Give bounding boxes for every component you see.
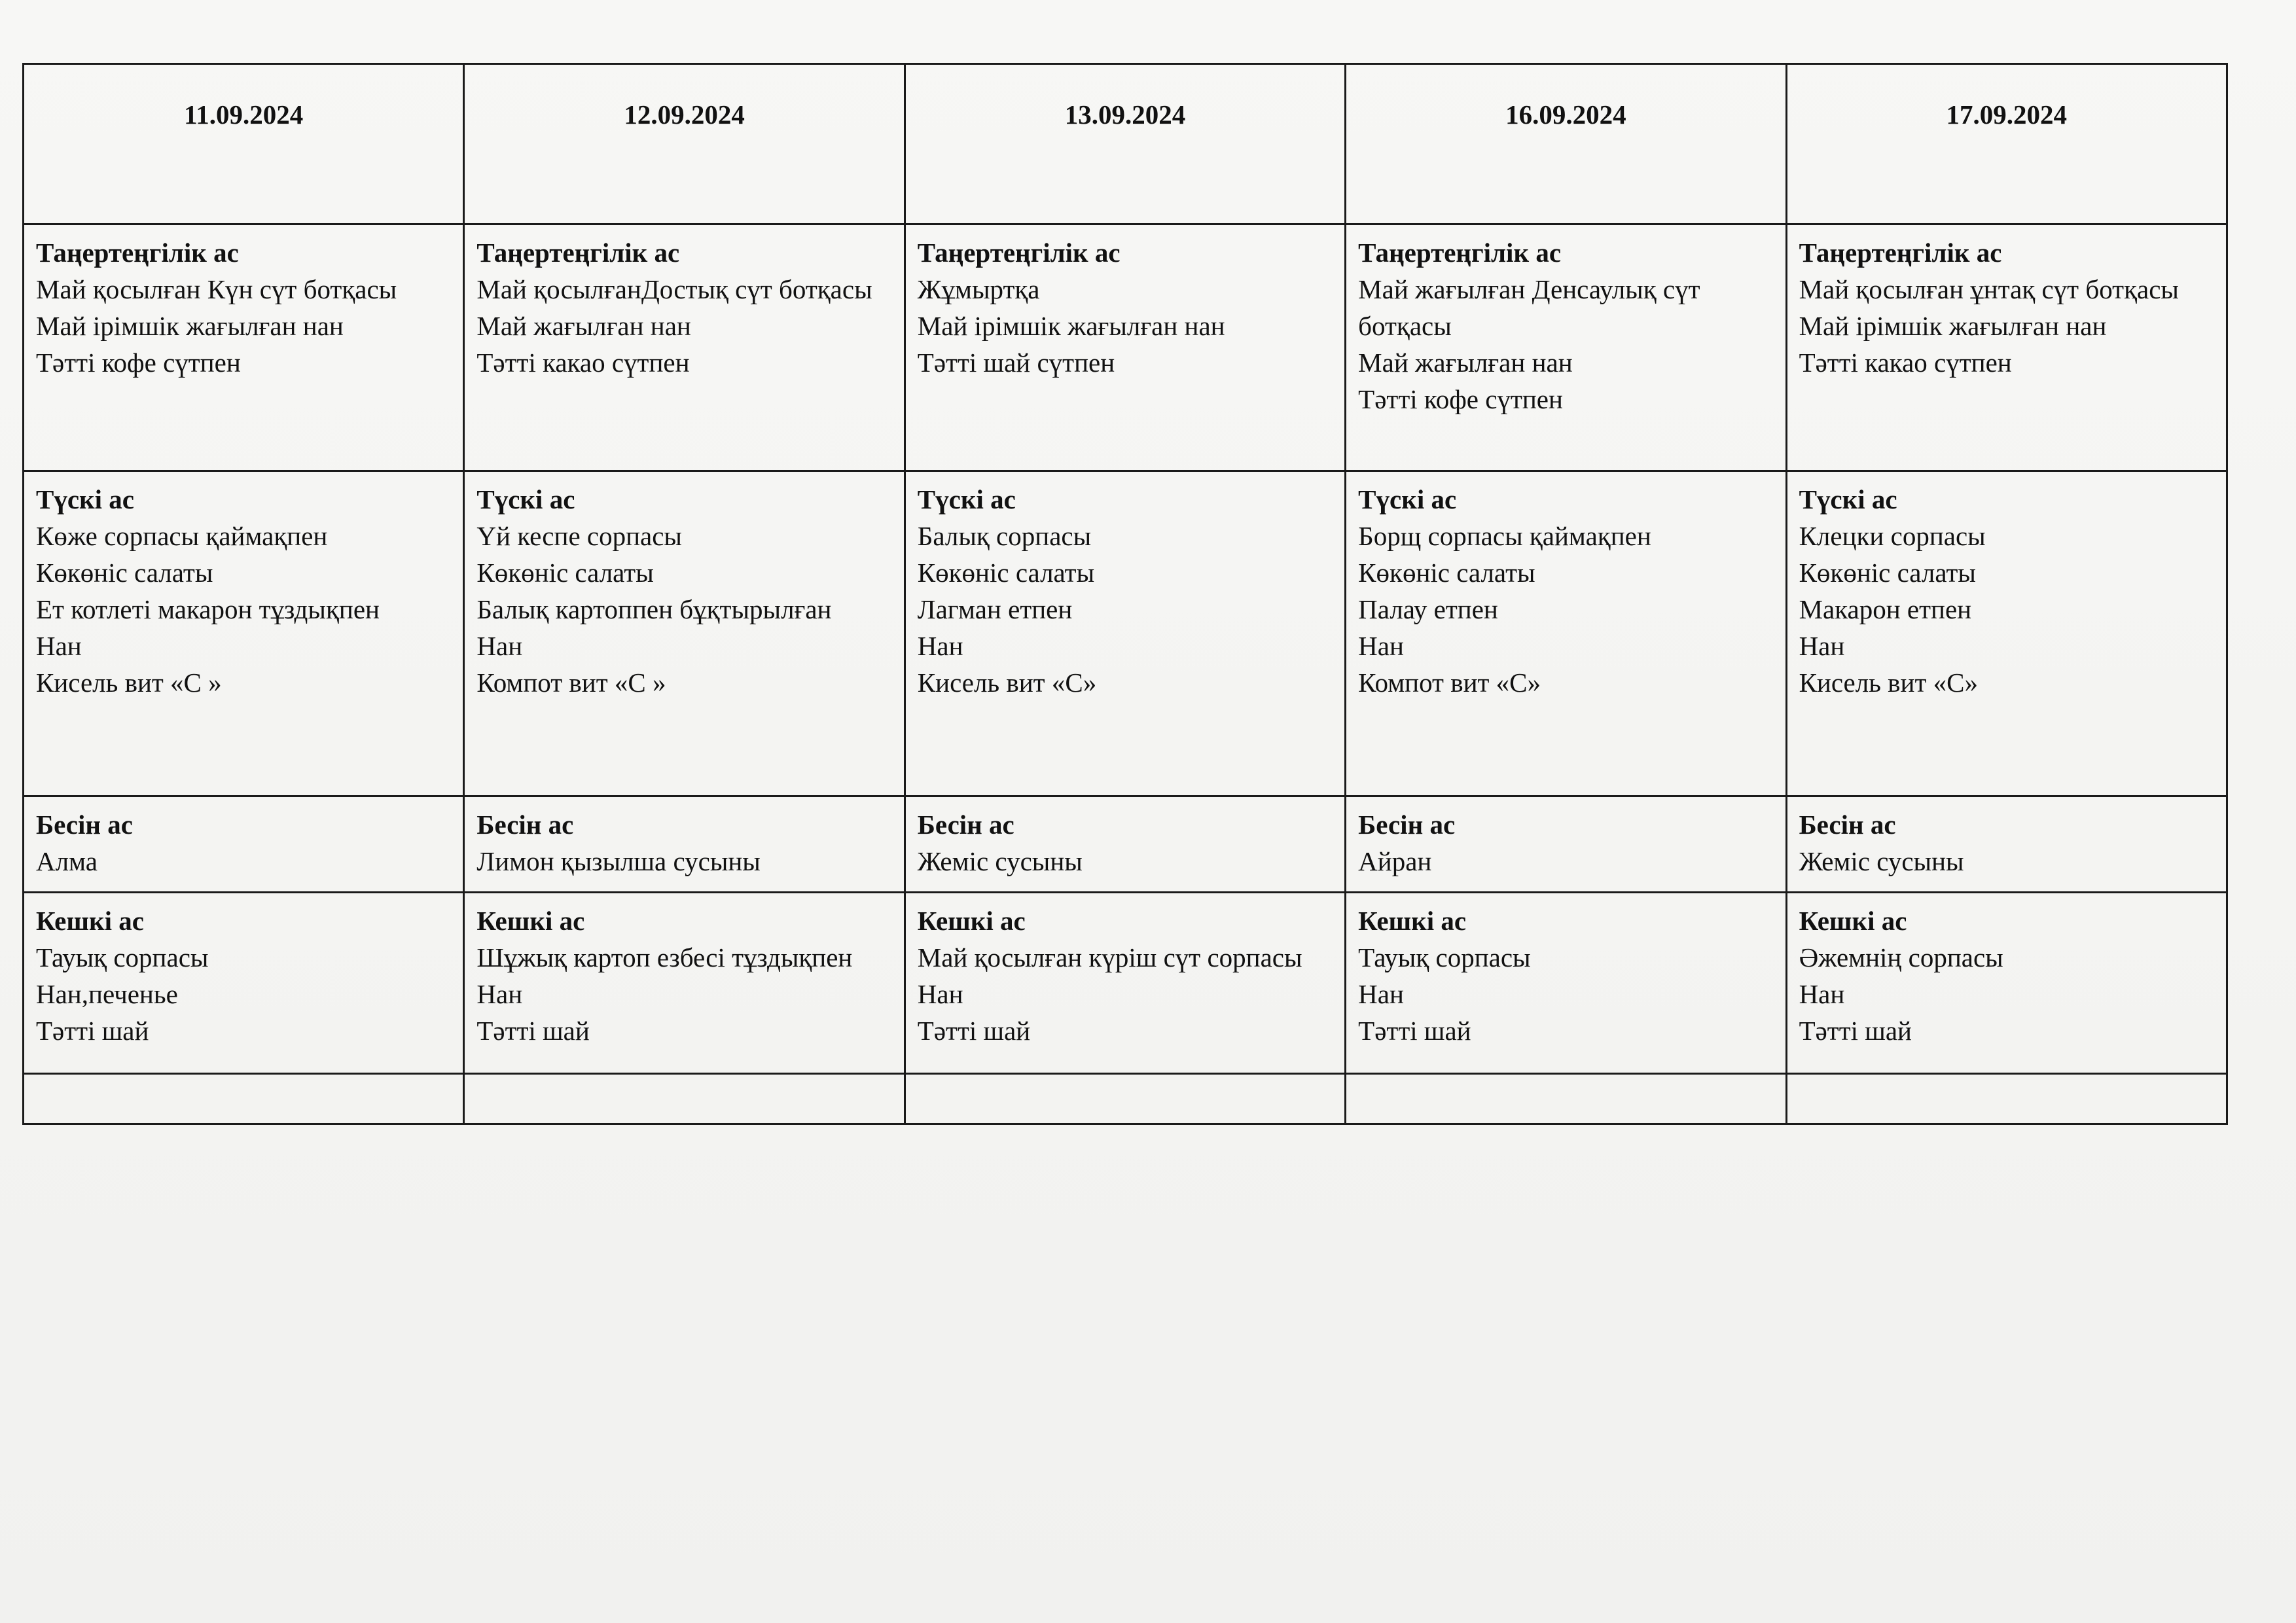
dish: Палау етпен	[1358, 594, 1498, 624]
dish: Май жағылған нан	[476, 311, 691, 341]
menu-table	[22, 63, 2228, 1125]
date-header: 16.09.2024	[1346, 64, 1786, 224]
empty-cell	[1786, 1074, 2227, 1124]
dish: Кисель вит «С»	[917, 668, 1097, 698]
header-row	[24, 64, 2227, 224]
breakfast-cell	[24, 224, 464, 471]
dinner-cell	[464, 893, 905, 1074]
dish: Көкөніс салаты	[476, 558, 654, 588]
dish: Компот вит «С »	[476, 668, 666, 698]
dish: Жеміс сусыны	[917, 846, 1083, 876]
meal-title: Түскі ас	[917, 484, 1016, 514]
meal-title: Кешкі ас	[1358, 906, 1467, 936]
meal-title: Кешкі ас	[36, 906, 144, 936]
meal-title: Кешкі ас	[917, 906, 1026, 936]
meal-title: Түскі ас	[1358, 484, 1457, 514]
dish: Май ірімшік жағылған нан	[917, 311, 1225, 341]
dish: Балық сорпасы	[917, 521, 1092, 551]
dish: Ет котлеті макарон тұздықпен	[36, 594, 380, 624]
dish: Үй кеспе сорпасы	[476, 521, 682, 551]
meal-title: Таңертеңгілік ас	[476, 238, 680, 268]
dish: Май жағылған нан	[1358, 348, 1573, 378]
meal-title: Таңертеңгілік ас	[917, 238, 1121, 268]
dish: Тәтті шай	[476, 1016, 590, 1046]
dish: Лагман етпен	[917, 594, 1073, 624]
dinner-cell	[1786, 893, 2227, 1074]
dish: Алма	[36, 846, 98, 876]
breakfast-cell	[905, 224, 1345, 471]
dish: Көкөніс салаты	[1799, 558, 1976, 588]
dish: Май ірімшік жағылған нан	[36, 311, 344, 341]
dish: Көкөніс салаты	[36, 558, 213, 588]
empty-cell	[1346, 1074, 1786, 1124]
lunch-cell	[24, 471, 464, 796]
meal-title: Кешкі ас	[476, 906, 585, 936]
dish: Тәтті шай	[1799, 1016, 1912, 1046]
dish: Нан	[917, 979, 963, 1009]
dish: Май қосылғанДостық сүт ботқасы	[476, 274, 872, 304]
dish: Нан	[1799, 631, 1845, 661]
dish: Айран	[1358, 846, 1432, 876]
dish: Тәтті шай	[36, 1016, 149, 1046]
dish: Көже сорпасы қаймақпен	[36, 521, 328, 551]
snack-cell	[24, 796, 464, 893]
dinner-cell	[1346, 893, 1786, 1074]
date-header: 17.09.2024	[1786, 64, 2227, 224]
dinner-row	[24, 893, 2227, 1074]
dish: Компот вит «С»	[1358, 668, 1541, 698]
dish: Балық картоппен бұқтырылған	[476, 594, 832, 624]
dish: Макарон етпен	[1799, 594, 1972, 624]
dish: Нан	[476, 631, 523, 661]
dish: Жұмыртқа	[917, 274, 1040, 304]
breakfast-cell	[1346, 224, 1786, 471]
dish: Көкөніс салаты	[917, 558, 1095, 588]
dish: Нан	[36, 631, 82, 661]
dish: Клецки сорпасы	[1799, 521, 1986, 551]
lunch-cell	[1346, 471, 1786, 796]
dish: Көкөніс салаты	[1358, 558, 1535, 588]
dish: Тауық сорпасы	[1358, 942, 1531, 972]
breakfast-row	[24, 224, 2227, 471]
dish: Май қосылған ұнтақ сүт ботқасы	[1799, 274, 2179, 304]
dish: Кисель вит «С»	[1799, 668, 1978, 698]
dish: Нан,печенье	[36, 979, 178, 1009]
meal-title: Түскі ас	[36, 484, 135, 514]
dish: Май қосылған Күн сүт ботқасы	[36, 274, 397, 304]
dish: Нан	[476, 979, 523, 1009]
lunch-cell	[905, 471, 1345, 796]
lunch-cell	[1786, 471, 2227, 796]
dish: Жеміс сусыны	[1799, 846, 1964, 876]
meal-title: Таңертеңгілік ас	[36, 238, 239, 268]
dish: Тәтті шай	[1358, 1016, 1471, 1046]
dish: Тәтті какао сүтпен	[1799, 348, 2012, 378]
empty-cell	[464, 1074, 905, 1124]
dish: Май жағылған Денсаулық сүт ботқасы	[1358, 274, 1700, 341]
dish: Шұжық картоп езбесі тұздықпен	[476, 942, 853, 972]
breakfast-cell	[1786, 224, 2227, 471]
dish: Борщ сорпасы қаймақпен	[1358, 521, 1651, 551]
snack-cell	[464, 796, 905, 893]
lunch-row	[24, 471, 2227, 796]
meal-title: Түскі ас	[1799, 484, 1897, 514]
dish: Лимон қызылша сусыны	[476, 846, 761, 876]
meal-title: Түскі ас	[476, 484, 575, 514]
meal-title: Бесін ас	[476, 810, 574, 840]
dish: Әжемнің сорпасы	[1799, 942, 2003, 972]
date-header: 11.09.2024	[24, 64, 464, 224]
meal-title: Таңертеңгілік ас	[1799, 238, 2002, 268]
dish: Тауық сорпасы	[36, 942, 209, 972]
snack-cell	[905, 796, 1345, 893]
dish: Нан	[917, 631, 963, 661]
meal-title: Таңертеңгілік ас	[1358, 238, 1562, 268]
meal-title: Бесін ас	[917, 810, 1014, 840]
meal-title: Бесін ас	[1799, 810, 1896, 840]
snack-cell	[1346, 796, 1786, 893]
breakfast-cell	[464, 224, 905, 471]
date-header: 13.09.2024	[905, 64, 1345, 224]
dish: Нан	[1799, 979, 1845, 1009]
dish: Тәтті кофе сүтпен	[1358, 384, 1563, 414]
dish: Тәтті кофе сүтпен	[36, 348, 241, 378]
dish: Нан	[1358, 979, 1404, 1009]
snack-cell	[1786, 796, 2227, 893]
dish: Тәтті шай сүтпен	[917, 348, 1115, 378]
snack-row	[24, 796, 2227, 893]
meal-title: Кешкі ас	[1799, 906, 1907, 936]
date-header: 12.09.2024	[464, 64, 905, 224]
empty-row	[24, 1074, 2227, 1124]
dinner-cell	[905, 893, 1345, 1074]
lunch-cell	[464, 471, 905, 796]
empty-cell	[24, 1074, 464, 1124]
dish: Кисель вит «С »	[36, 668, 222, 698]
dish: Тәтті какао сүтпен	[476, 348, 690, 378]
dinner-cell	[24, 893, 464, 1074]
meal-title: Бесін ас	[1358, 810, 1456, 840]
dish: Май ірімшік жағылған нан	[1799, 311, 2107, 341]
empty-cell	[905, 1074, 1345, 1124]
meal-title: Бесін ас	[36, 810, 133, 840]
dish: Тәтті шай	[917, 1016, 1031, 1046]
dish: Май қосылған күріш сүт сорпасы	[917, 942, 1302, 972]
dish: Нан	[1358, 631, 1404, 661]
